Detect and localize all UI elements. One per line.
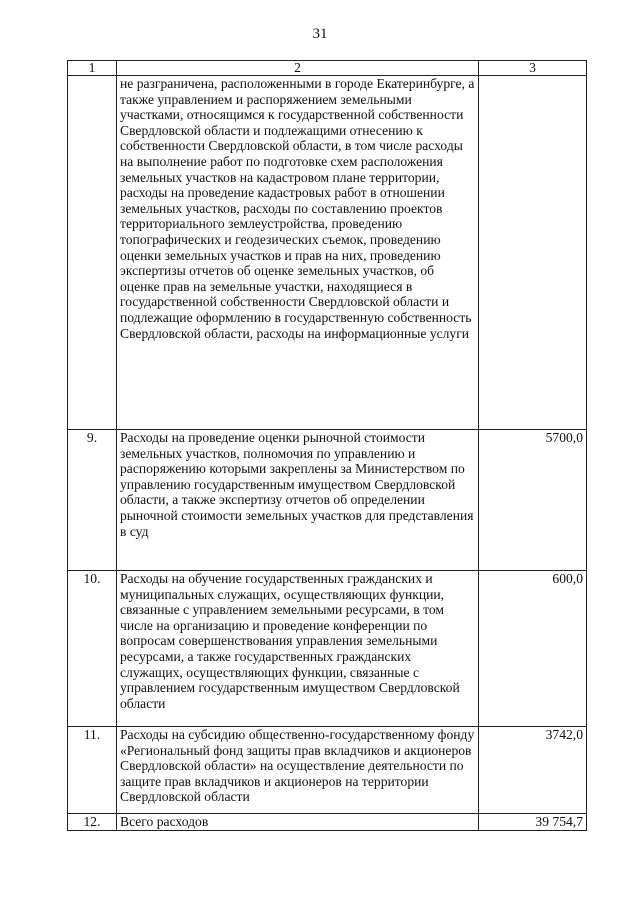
table-row <box>68 430 587 571</box>
row-number <box>68 76 117 430</box>
table-row <box>68 76 587 430</box>
row-amount: 600,0 <box>479 571 587 727</box>
total-row <box>68 814 587 831</box>
row-number: 12. <box>68 814 117 831</box>
column-header-number: 1 <box>68 61 117 76</box>
row-description: Расходы на проведение оценки рыночной стоимости земельных участков, полномочия по управлению и распоряжению которыми закреплены за Министерством по управлению государственным имуществом Свердловской области, а также экспертизу отчетов об определении рыночной стоимости земельных участков для представления в суд <box>117 430 479 571</box>
row-number: 11. <box>68 727 117 814</box>
column-header-amount: 3 <box>479 61 587 76</box>
table-row <box>68 727 587 814</box>
row-amount <box>479 76 587 430</box>
row-amount: 5700,0 <box>479 430 587 571</box>
table-row <box>68 571 587 727</box>
row-amount: 3742,0 <box>479 727 587 814</box>
expenses-table <box>67 60 587 831</box>
table-header-row <box>68 61 587 76</box>
page-number: 31 <box>312 26 328 42</box>
row-description: Расходы на субсидию общественно-государственному фонду «Региональный фонд защиты прав вкладчиков и акционеров Свердловской области» на осуществление деятельности по защите прав вкладчиков и акционеров на территории Свердловской области <box>117 727 479 814</box>
row-description: Расходы на обучение государственных гражданских и муниципальных служащих, осуществляющих функции, связанные с управлением земельными ресурсами, в том числе на организацию и проведение конференции по вопросам совершенствования управления земельными ресурсами, а также государственных гражданских служащих, осуществляющих функции, связанные с управлением государственным имуществом Свердловской области <box>117 571 479 727</box>
total-label: Всего расходов <box>117 814 479 831</box>
column-header-description: 2 <box>117 61 479 76</box>
row-number: 9. <box>68 430 117 571</box>
total-amount: 39 754,7 <box>479 814 587 831</box>
row-description: не разграничена, расположенными в городе Екатеринбурге, а также управлением и распоряжением земельными участками, относящимся к государственной собственности Свердловской области и подлежащими отнесению к собственности Свердловской области, в том числе расходы на выполнение работ по подготовке схем расположения земельных участков на кадастровом плане территории, расходы на проведение кадастровых работ в отношении земельных участков, расходы по составлению проектов территориального землеустройства, проведению топографических и геодезических съемок, проведению оценки земельных участков и прав на них, проведению экспертизы отчетов об оценке земельных участков, об оценке прав на земельные участки, находящиеся в государственной собственности Свердловской области и подлежащие оформлению в государственную собственность Свердловской области, расходы на информационные услуги <box>117 76 479 430</box>
row-number: 10. <box>68 571 117 727</box>
